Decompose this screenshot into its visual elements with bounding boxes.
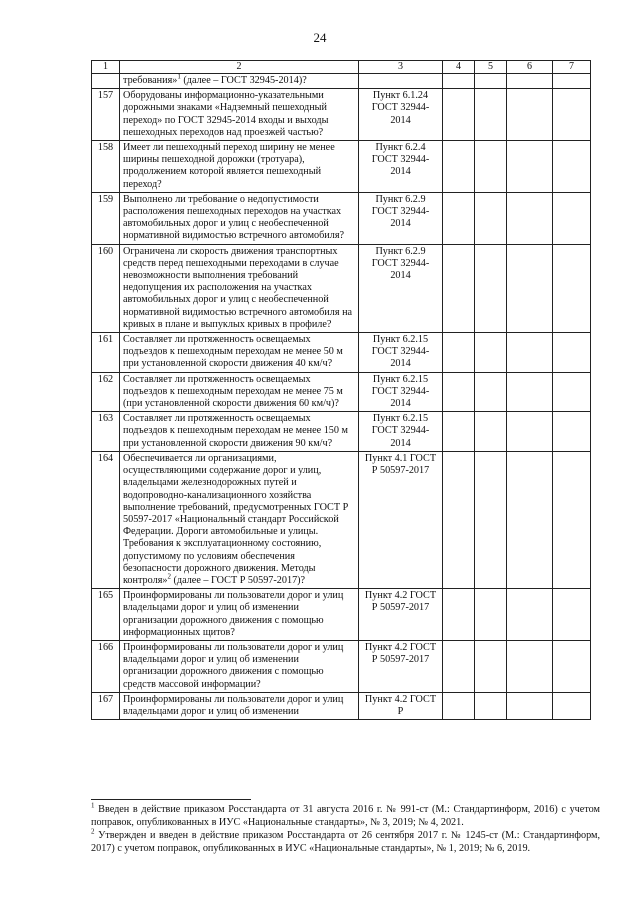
empty-cell xyxy=(553,692,591,719)
empty-cell xyxy=(507,451,553,588)
header-row xyxy=(92,61,591,74)
row-number: 166 xyxy=(92,640,120,692)
footnote-text: Утвержден и введен в действие приказом Росстандарта от 26 сентября 2017 г. № 1245-ст (М.: Стандартинформ, 2017) с учетом поправок, опубликованных в ИУС «Национальные стандарты», № 1, 2019; № 6, 2019. xyxy=(91,830,600,854)
requirement-text: Выполнено ли требование о недопустимости расположения пешеходных переходов на участках автомобильных дорог и улиц с необеспеченной нормативной видимостью встречного автомобиля? xyxy=(120,192,359,244)
empty-cell xyxy=(553,244,591,332)
footnote-1 xyxy=(91,801,600,829)
row-number: 165 xyxy=(92,589,120,641)
requirement-text: Ограничена ли скорость движения транспортных средств перед пешеходными переходами в случае невозможности выполнения требований недопущения их расположения на участках автомобильных дорог и улиц с необеспеченной нормативной видимостью встречного автомобиля на кривых в плане и выпуклых кривых в профиле? xyxy=(120,244,359,332)
empty-cell xyxy=(553,89,591,141)
requirement-text: Проинформированы ли пользователи дорог и улиц владельцами дорог и улиц об изменении организации дорожного движения с помощью информационных щитов? xyxy=(120,589,359,641)
reference-cell: Пункт 6.1.24 ГОСТ 32944-2014 xyxy=(359,89,443,141)
reference-cell: Пункт 4.2 ГОСТ Р 50597-2017 xyxy=(359,589,443,641)
empty-cell xyxy=(443,244,475,332)
footnote-mark: 1 xyxy=(91,801,95,810)
empty-cell xyxy=(443,451,475,588)
table-row-continuation xyxy=(92,74,591,89)
table-row xyxy=(92,333,591,373)
empty-cell xyxy=(443,372,475,412)
empty-cell xyxy=(475,451,507,588)
table-row xyxy=(92,372,591,412)
row-number: 160 xyxy=(92,244,120,332)
empty-cell xyxy=(507,74,553,89)
table-row xyxy=(92,89,591,141)
column-header: 1 xyxy=(92,61,120,74)
reference-cell: Пункт 4.2 ГОСТ Р 50597-2017 xyxy=(359,640,443,692)
empty-cell xyxy=(443,412,475,452)
empty-cell xyxy=(507,372,553,412)
reference-cell: Пункт 4.1 ГОСТ Р 50597-2017 xyxy=(359,451,443,588)
empty-cell xyxy=(507,192,553,244)
column-header: 5 xyxy=(475,61,507,74)
empty-cell xyxy=(553,141,591,193)
empty-cell xyxy=(475,192,507,244)
reference-cell: Пункт 4.2 ГОСТ Р xyxy=(359,692,443,719)
reference-cell xyxy=(359,74,443,89)
empty-cell xyxy=(553,589,591,641)
column-header: 7 xyxy=(553,61,591,74)
page-number: 24 xyxy=(313,30,327,45)
checklist-table xyxy=(91,60,591,720)
empty-cell xyxy=(475,412,507,452)
empty-cell xyxy=(507,89,553,141)
empty-cell xyxy=(475,640,507,692)
row-number: 159 xyxy=(92,192,120,244)
table-row xyxy=(92,692,591,719)
empty-cell xyxy=(443,192,475,244)
empty-cell xyxy=(507,692,553,719)
empty-cell xyxy=(475,333,507,373)
reference-cell: Пункт 6.2.15 ГОСТ 32944-2014 xyxy=(359,412,443,452)
empty-cell xyxy=(507,589,553,641)
empty-cell xyxy=(553,372,591,412)
reference-cell: Пункт 6.2.9 ГОСТ 32944-2014 xyxy=(359,244,443,332)
empty-cell xyxy=(475,89,507,141)
footnote-mark: 2 xyxy=(91,827,95,836)
requirement-text: Оборудованы информационно-указательными дорожными знаками «Надземный пешеходный переход» по ГОСТ 32945-2014 входы и выходы пешеходных переходов над проезжей частью? xyxy=(120,89,359,141)
empty-cell xyxy=(553,640,591,692)
table-row xyxy=(92,412,591,452)
table-row xyxy=(92,451,591,588)
row-number xyxy=(92,74,120,89)
empty-cell xyxy=(553,74,591,89)
empty-cell xyxy=(475,692,507,719)
column-header: 2 xyxy=(120,61,359,74)
row-number: 164 xyxy=(92,451,120,588)
table-row xyxy=(92,640,591,692)
empty-cell xyxy=(553,412,591,452)
empty-cell xyxy=(553,192,591,244)
footnote-2 xyxy=(91,827,600,855)
empty-cell xyxy=(475,589,507,641)
empty-cell xyxy=(443,89,475,141)
requirement-text: Проинформированы ли пользователи дорог и улиц владельцами дорог и улиц об изменении организации дорожного движения с помощью средств массовой информации? xyxy=(120,640,359,692)
empty-cell xyxy=(443,74,475,89)
footnote-text: Введен в действие приказом Росстандарта от 31 августа 2016 г. № 991-ст (М.: Стандартинформ, 2016) с учетом поправок, опубликованных в ИУС «Национальные стандарты», № 3, 2019; № 4, 2021. xyxy=(91,804,600,828)
row-number: 162 xyxy=(92,372,120,412)
empty-cell xyxy=(475,74,507,89)
requirement-text: Обеспечивается ли организациями, осуществляющими содержание дорог и улиц, владельцами железнодорожных путей и водопроводно-канализационного хозяйства выполнение требований, предусмотренных ГОСТ Р 50597-2017 «Национальный стандарт Российской Федерации. Дороги автомобильные и улицы. Требования к эксплуатационному состоянию, допустимому по условиям обеспечения безопасности дорожного движения. Методы контроля»$^2$ (далее – ГОСТ Р 50597-2017)? xyxy=(120,451,359,588)
empty-cell xyxy=(443,692,475,719)
table-row xyxy=(92,192,591,244)
empty-cell xyxy=(507,244,553,332)
reference-cell: Пункт 6.2.4 ГОСТ 32944-2014 xyxy=(359,141,443,193)
empty-cell xyxy=(475,244,507,332)
row-number: 158 xyxy=(92,141,120,193)
row-number: 167 xyxy=(92,692,120,719)
footnote-divider xyxy=(91,799,251,800)
reference-cell: Пункт 6.2.15 ГОСТ 32944-2014 xyxy=(359,372,443,412)
requirement-text: Составляет ли протяженность освещаемых подъездов к пешеходным переходам не менее 75 м (при установленной скорости движения 60 км/ч)? xyxy=(120,372,359,412)
requirement-text: Составляет ли протяженность освещаемых подъездов к пешеходным переходам не менее 150 м при установленной скорости движения 90 км/ч? xyxy=(120,412,359,452)
requirement-text: требования»$^1$ (далее – ГОСТ 32945-2014)? xyxy=(120,74,359,89)
empty-cell xyxy=(475,141,507,193)
footnote-ref: 2 xyxy=(167,572,171,581)
empty-cell xyxy=(443,141,475,193)
requirement-text: Имеет ли пешеходный переход ширину не менее ширины пешеходной дорожки (тротуара), продолжением которой является пешеходный переход? xyxy=(120,141,359,193)
table-row xyxy=(92,589,591,641)
empty-cell xyxy=(507,412,553,452)
row-number: 163 xyxy=(92,412,120,452)
empty-cell xyxy=(507,141,553,193)
empty-cell xyxy=(553,451,591,588)
row-number: 161 xyxy=(92,333,120,373)
empty-cell xyxy=(443,589,475,641)
requirement-text: Составляет ли протяженность освещаемых подъездов к пешеходным переходам не менее 50 м при установленной скорости движения 40 км/ч? xyxy=(120,333,359,373)
footnote-ref: 1 xyxy=(177,72,181,81)
empty-cell xyxy=(475,372,507,412)
footnotes xyxy=(91,801,600,856)
column-header: 4 xyxy=(443,61,475,74)
row-number: 157 xyxy=(92,89,120,141)
empty-cell xyxy=(443,640,475,692)
table-row xyxy=(92,141,591,193)
empty-cell xyxy=(507,640,553,692)
column-header: 3 xyxy=(359,61,443,74)
column-header: 6 xyxy=(507,61,553,74)
requirement-text: Проинформированы ли пользователи дорог и улиц владельцами дорог и улиц об изменении xyxy=(120,692,359,719)
reference-cell: Пункт 6.2.9 ГОСТ 32944-2014 xyxy=(359,192,443,244)
empty-cell xyxy=(553,333,591,373)
empty-cell xyxy=(443,333,475,373)
empty-cell xyxy=(507,333,553,373)
table-row xyxy=(92,244,591,332)
reference-cell: Пункт 6.2.15 ГОСТ 32944-2014 xyxy=(359,333,443,373)
